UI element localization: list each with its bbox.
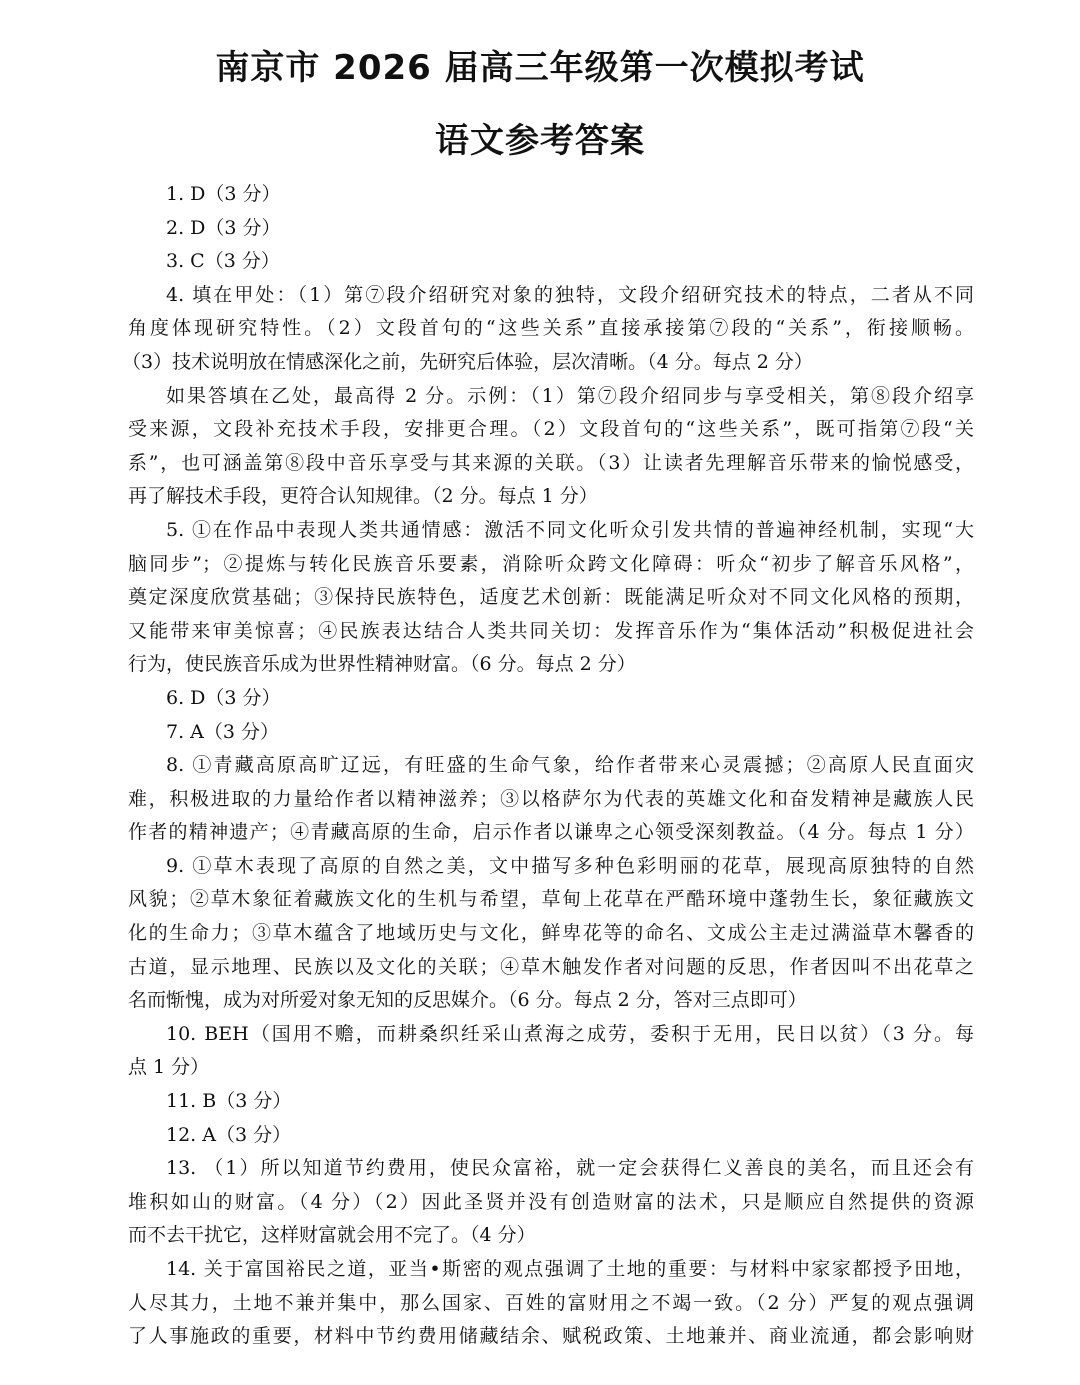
answer-line: 14. 关于富国裕民之道，亚当•斯密的观点强调了土地的重要：与材料中家家都授予田地， — [166, 1258, 974, 1280]
answer-line: 脑同步”；②提炼与转化民族音乐要素，消除听众跨文化障碍：听众“初步了解音乐风格”， — [128, 552, 974, 575]
answer-line: 系”，也可涵盖第⑧段中音乐享受与其来源的关联。（3）让读者先理解音乐带来的愉悦感受， — [128, 451, 974, 474]
answer-line: 古道，显示地理、民族以及文化的关联；④草木触发作者对问题的反思，作者因叫不出花草之 — [128, 955, 974, 978]
answer-line: 点 1 分） — [128, 1056, 210, 1079]
answer-body — [122, 178, 974, 1354]
answer-line: 1. D（3 分） — [166, 183, 281, 205]
answer-line: 4. 填在甲处：（1）第⑦段介绍研究对象的独特，文段介绍研究技术的特点，二者从不同 — [166, 283, 974, 306]
answer-line: 9. ①草木表现了高原的自然之美，文中描写多种色彩明丽的花草，展现高原独特的自然 — [166, 854, 974, 877]
answer-line: 化的生命力；③草木蕴含了地域历史与文化，鲜卑花等的命名、文成公主走过满溢草木馨香的 — [128, 922, 974, 945]
answer-line: 10. BEH（国用不赡，而耕桑织纴采山煮海之成劳，委积于无用，民日以贫）（3 分。每 — [166, 1022, 974, 1045]
answer-line: 作者的精神遗产；④青藏高原的生命，启示作者以谦卑之心领受深刻教益。（4 分。每点 1 分） — [128, 821, 974, 844]
answer-line: 风貌；②草木象征着藏族文化的生机与希望，草甸上花草在严酷环境中蓬勃生长，象征藏族文 — [128, 888, 974, 911]
answer-line: 如果答填在乙处，最高得 2 分。示例：（1）第⑦段介绍同步与享受相关，第⑧段介绍享 — [166, 384, 974, 407]
page-subtitle: 语文参考答案 — [435, 121, 645, 161]
answer-line: 名而惭愧，成为对所爱对象无知的反思媒介。（6 分。每点 2 分，答对三点即可） — [128, 989, 807, 1012]
answer-line: 了人事施政的重要，材料中节约费用储藏结余、赋税政策、土地兼并、商业流通，都会影响财 — [128, 1325, 974, 1348]
answer-line: 5. ①在作品中表现人类共通情感：激活不同文化听众引发共情的普遍神经机制，实现“大 — [166, 518, 974, 541]
answer-line: 人尽其力，土地不兼并集中，那么国家、百姓的富财用之不竭一致。（2 分）严复的观点强调 — [128, 1291, 974, 1314]
page-title: 南京市 2026 届高三年级第一次模拟考试 — [215, 48, 865, 88]
answer-line: 奠定深度欣赏基础；③保持民族特色，适度艺术创新：既能满足听众对不同文化风格的预期， — [128, 586, 974, 609]
answer-line: 13. （1）所以知道节约费用，使民众富裕，就一定会获得仁义善良的美名，而且还会有 — [166, 1157, 974, 1180]
answer-line: 3. C（3 分） — [166, 250, 280, 273]
answer-line: 6. D（3 分） — [166, 686, 281, 709]
answer-line: 又能带来审美惊喜；④民族表达结合人类共同关切：发挥音乐作为“集体活动”积极促进社会 — [128, 619, 974, 642]
answer-line: 难，积极进取的力量给作者以精神滋养；③以格萨尔为代表的英雄文化和奋发精神是藏族人民 — [128, 787, 974, 810]
answer-line: 2. D（3 分） — [166, 216, 281, 239]
answer-line: 堆积如山的财富。（4 分）（2）因此圣贤并没有创造财富的法术，只是顺应自然提供的资源 — [128, 1190, 974, 1213]
answer-line: 行为，使民族音乐成为世界性精神财富。（6 分。每点 2 分） — [128, 653, 636, 676]
answer-line: 角度体现研究特性。（2）文段首句的“这些关系”直接承接第⑦段的“关系”，衔接顺畅。 — [128, 317, 974, 340]
answer-line: 再了解技术手段，更符合认知规律。（2 分。每点 1 分） — [128, 485, 598, 508]
answer-line: 12. A（3 分） — [166, 1123, 292, 1146]
answer-line: 11. B（3 分） — [166, 1090, 292, 1113]
answer-line: 7. A（3 分） — [166, 720, 280, 743]
answer-line: 受来源，文段补充技术手段，安排更合理。（2）文段首句的“这些关系”，既可指第⑦段“关 — [128, 418, 974, 441]
answer-line: （3）技术说明放在情感深化之前，先研究后体验，层次清晰。（4 分。每点 2 分） — [122, 350, 813, 373]
answer-line: 而不去干扰它，这样财富就会用不完了。（4 分） — [128, 1224, 536, 1247]
answer-line: 8. ①青藏高原高旷辽远，有旺盛的生命气象，给作者带来心灵震撼；②高原人民直面灾 — [166, 754, 974, 777]
